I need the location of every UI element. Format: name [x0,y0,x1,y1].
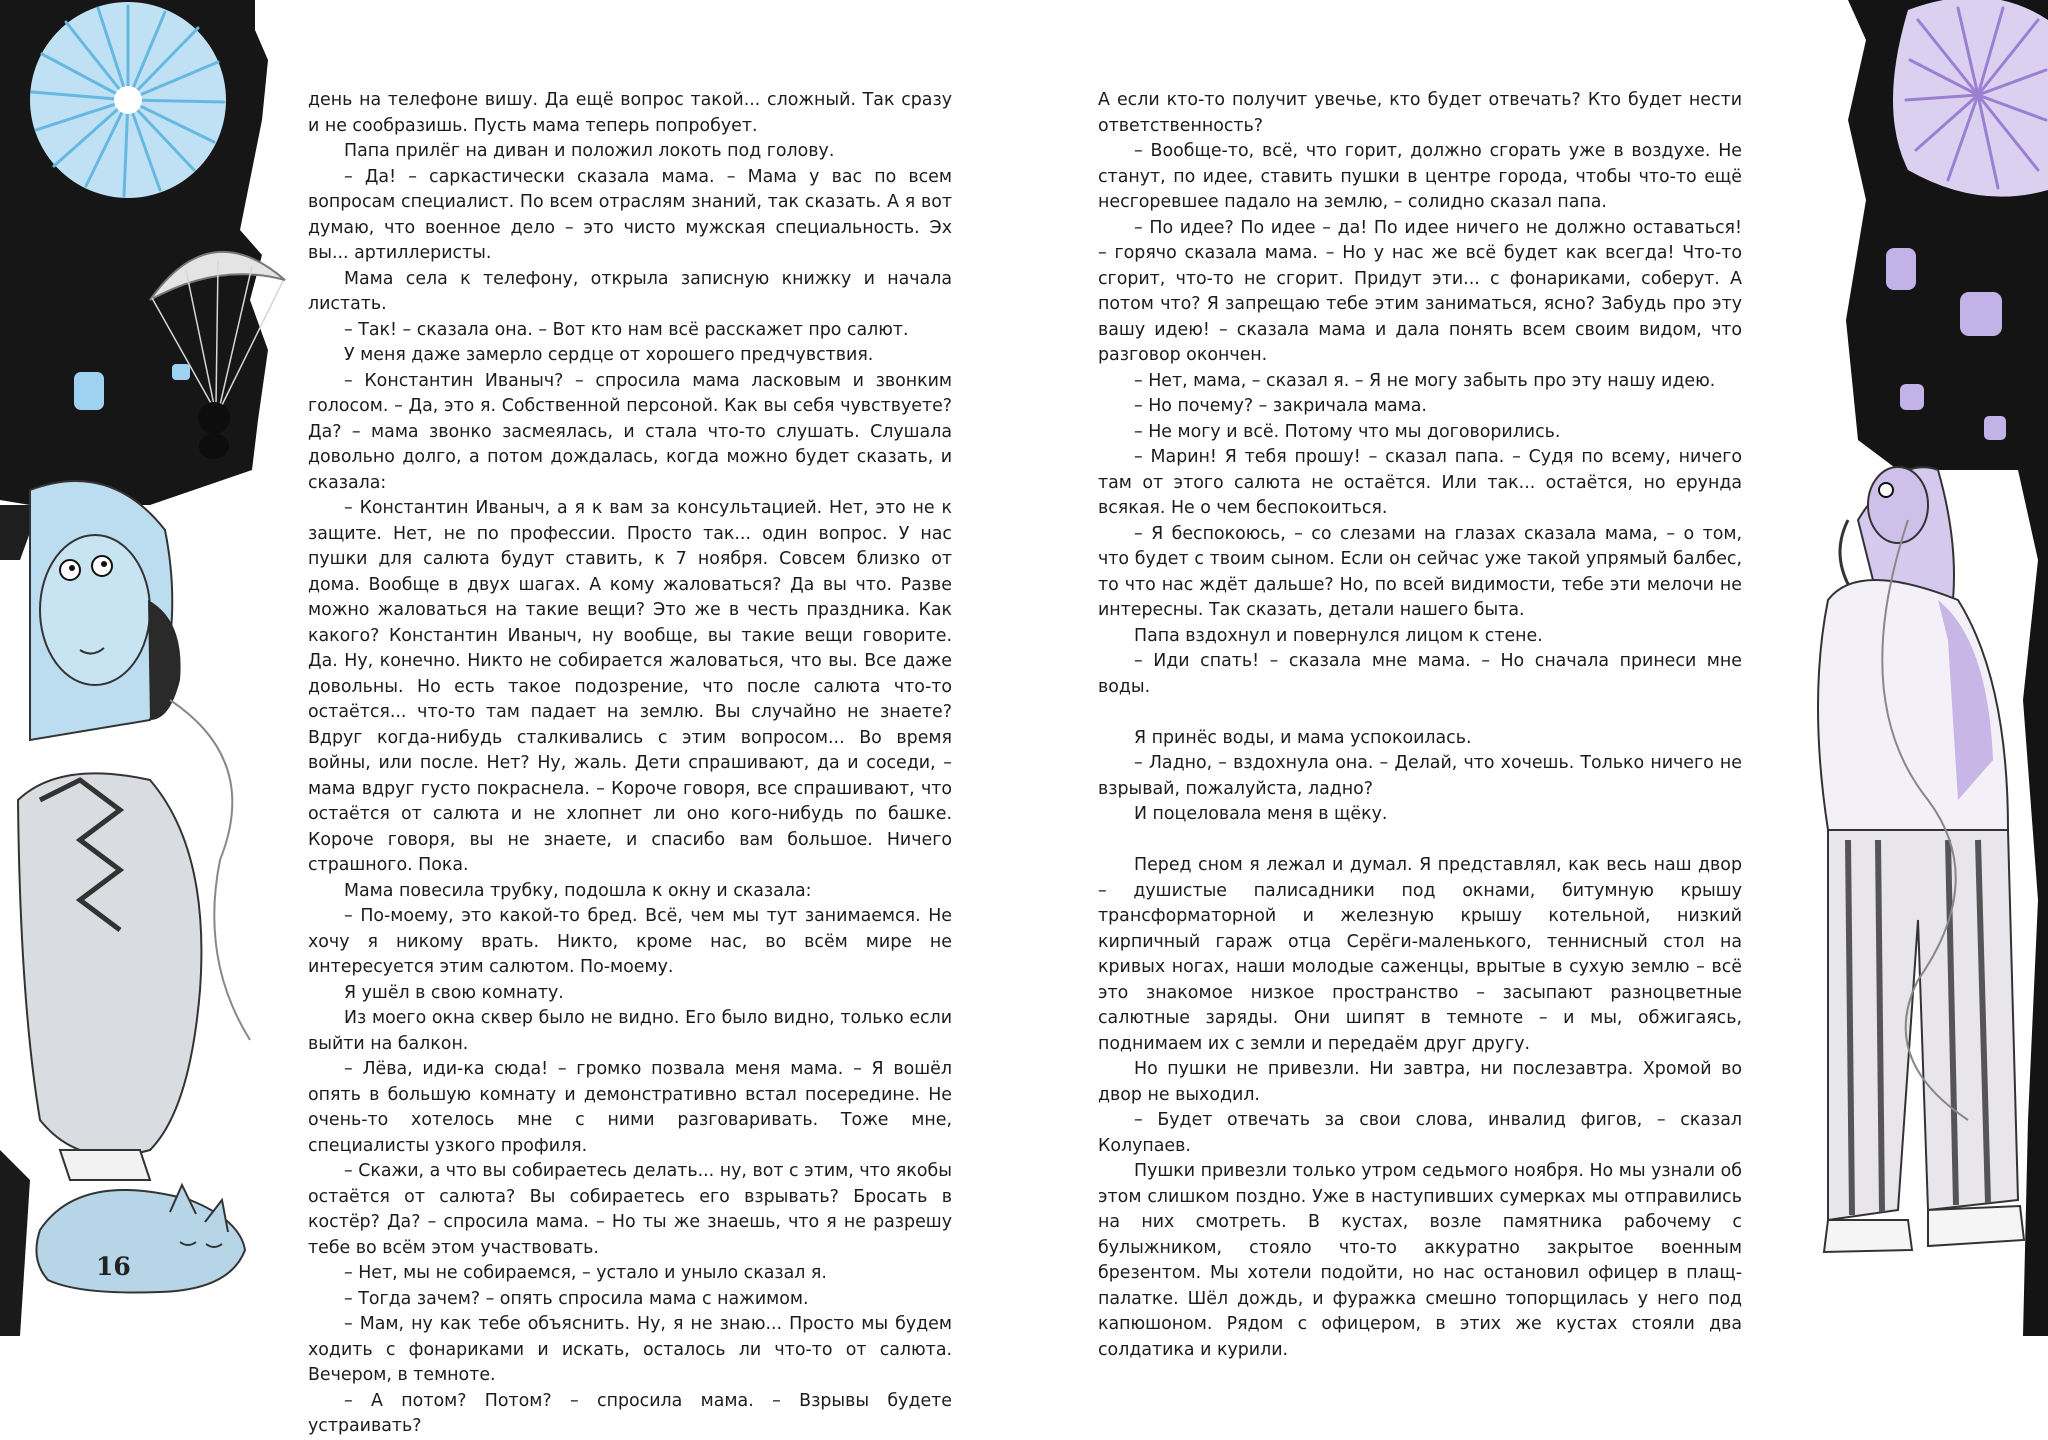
paragraph: Перед сном я лежал и думал. Я представлял, как весь наш двор – душистые палисадники под окнами, битумную крышу трансформаторной и железную крышу котельной, низкий кирпичный гараж отца Серёги-маленького, теннисный стол на кривых ногах, наши молодые саженцы, врытые в сухую землю – всё это знакомое низкое пространство – засыпают разноцветные салютные заряды. Они шипят в темноте – и мы, обжигаясь, поднимаем их с земли и передаём друг другу. [1098,855,1742,1054]
paragraph: – Константин Иваныч, а я к вам за консультацией. Нет, это не к защите. Нет, не по профессии. Просто так... один вопрос. У нас пушки для салюта будут ставить, к 7 ноября. Совсем близко от дома. Вообще в двух шагах. А кому жаловаться? Да вы что. Разве можно жаловаться на такие вещи? Это же в честь праздника. Как какого? Константин Иваныч, ну вообще, вы такие вещи говорите. Да. Ну, конечно. Никто не собирается жаловаться, что вы. Все даже довольны. Но есть такое подозрение, что после салюта что-то остаётся... что-то там падает на землю. Вы случайно не знаете? Вдруг когда-нибудь сталкивались с этим вопросом... Во время войны, или после. Нет? Ну, жаль. Дети спрашивают, да и соседи, – мама вдруг густо покраснела. – Короче говоря, все спрашивают, что остаётся от салюта и не хлопнет ли оно кого-нибудь по башке. Короче говоря, вы не знаете, и спасибо вам большое. Ничего страшного. Пока. [308,498,952,875]
paragraph: Мама повесила трубку, подошла к окну и сказала: [344,880,812,901]
sleeping-cat [36,1185,245,1293]
paragraph: – Константин Иваныч? – спросила мама ласковым и звонким голосом. – Да, это я. Собственной персоной. Как вы себя чувствуете? Да? – мама звонко засмеялась, и стала что-то слушать. Слушала довольно долго, а потом дождалась, когда можно будет сказать, и сказала: [308,370,952,493]
paragraph: – Не могу и всё. Потому что мы договорились. [1134,421,1561,442]
paragraph: день на телефоне вишу. Да ещё вопрос такой... сложный. Так сразу и не сообразишь. Пусть мама теперь попробует. [308,90,952,136]
left-text-column [308,88,952,1440]
left-illustration [0,0,330,1336]
paragraph: – Скажи, а что вы собираетесь делать... ну, вот с этим, что якобы остаётся от салюта? Вы собираетесь его взрывать? Бросать в костёр? Да? – спросила мама. – Но ты же знаешь, что я не разрешу тебе во всём этом участвовать. [308,1161,952,1258]
woman-on-phone [18,481,250,1180]
paragraph: – Будет отвечать за свои слова, инвалид фигов, – сказал Колупаев. [1098,1110,1742,1156]
right-text-column [1098,88,1742,1363]
paragraph: – А потом? Потом? – спросила мама. – Взрывы будете устраивать? [308,1390,952,1436]
paragraph: Папа прилёг на диван и положил локоть под голову. [344,141,835,161]
paragraph: – Нет, мама, – сказал я. – Я не могу забыть про эту нашу идею. [1134,370,1716,391]
paragraph: – Мам, ну как тебе объяснить. Ну, я не знаю... Просто мы будем ходить с фонариками и искать, осталось ли что-то от салюта. Вечером, в темноте. [308,1314,952,1385]
paragraph: У меня даже замерло сердце от хорошего предчувствия. [344,345,874,365]
paragraph: – Лёва, иди-ка сюда! – громко позвала меня мама. – Я вошёл опять в большую комнату и демонстративно встал посередине. Не очень-то хотелось мне с ними разговаривать. Тоже мне, специалисты узкого профиля. [308,1059,952,1156]
paragraph: – Так! – сказала она. – Вот кто нам всё расскажет про салют. [344,319,909,340]
paragraph: – Но почему? – закричала мама. [1134,396,1427,416]
paragraph: – Марин! Я тебя прошу! – сказал папа. – Судя по всему, ничего там от этого салюта не остаётся. Или так... остаётся, но ерунда всякая. Не о чем беспокоиться. [1098,447,1742,518]
paragraph: – Ладно, – вздохнула она. – Делай, что хочешь. Только ничего не взрывай, пожалуйста, ладно? [1098,753,1742,799]
paragraph: Но пушки не привезли. Ни завтра, ни послезавтра. Хромой во двор не выходил. [1098,1059,1742,1105]
paragraph: Я принёс воды, и мама успокоилась. [1134,727,1472,748]
paragraph: Папа вздохнул и повернулся лицом к стене. [1134,625,1543,646]
paragraph: – Да! – саркастически сказала мама. – Мама у вас по всем вопросам специалист. По всем отраслям знаний, так сказать. А я вот думаю, что военное дело – это чисто мужская специальность. Эх вы... артиллеристы. [308,166,952,263]
right-illustration [1788,0,2048,1336]
paragraph: – Я беспокоюсь, – со слезами на глазах сказала мама, – о том, что будет с твоим сыном. Если он сейчас уже такой упрямый балбес, то что нас ждёт дальше? Но, по всей видимости, тебе эти мелочи не интересны. Так сказать, детали нашего быта. [1098,523,1742,620]
paragraph: И поцеловала меня в щёку. [1134,804,1388,824]
paragraph: – Вообще-то, всё, что горит, должно сгорать уже в воздухе. Не станут, по идее, ставить пушки в центре города, чтобы что-то ещё несгоревшее падало на землю, – солидно сказал папа. [1098,141,1742,212]
firework-burst-violet [1893,0,2048,197]
man-on-phone [1818,467,2024,1252]
paragraph: – По идее? По идее – да! По идее ничего не должно оставаться! – горячо сказала мама. – Но у нас же всё будет как всегда! Что-то сгорит, что-то не сгорит. Придут эти... с фонариками, соберут. А потом что? Я запрещаю тебе этим заниматься, ясно? Забудь про эту вашу идею! – сказала мама и дала понять всем своим видом, что разговор окончен. [1098,217,1742,365]
paragraph: Я ушёл в свою комнату. [344,982,564,1003]
paragraph: – Иди спать! – сказала мне мама. – Но сначала принеси мне воды. [1098,651,1742,697]
paragraph: А если кто-то получит увечье, кто будет отвечать? Кто будет нести ответственность? [1098,90,1742,136]
paragraph: Пушки привезли только утром седьмого ноября. Но мы узнали об этом слишком поздно. Уже в наступивших сумерках мы отправились на них смотреть. В кустах, возле памятника рабочему с булыжником, стояло что-то аккуратно закрытое военным брезентом. Мы хотели подойти, но нас остановил офицер в плащ-палатке. Шёл дождь, и фуражка смешно топорщилась у него под капюшоном. Рядом с офицером, в этих же кустах стояли два солдатика и курили. [1098,1161,1742,1360]
paragraph: Из моего окна сквер было не видно. Его было видно, только если выйти на балкон. [308,1008,952,1054]
paragraph: Мама села к телефону, открыла записную книжку и начала листать. [308,268,952,314]
page-number: 16 [96,1252,131,1281]
paragraph: – По-моему, это какой-то бред. Всё, чем мы тут занимаемся. Не хочу я никому врать. Никто, кроме нас, во всём мире не интересуется этим салютом. По-моему. [308,906,952,977]
paragraph: – Нет, мы не собираемся, – устало и уныло сказал я. [344,1263,827,1283]
paragraph: – Тогда зачем? – опять спросила мама с нажимом. [344,1288,809,1309]
